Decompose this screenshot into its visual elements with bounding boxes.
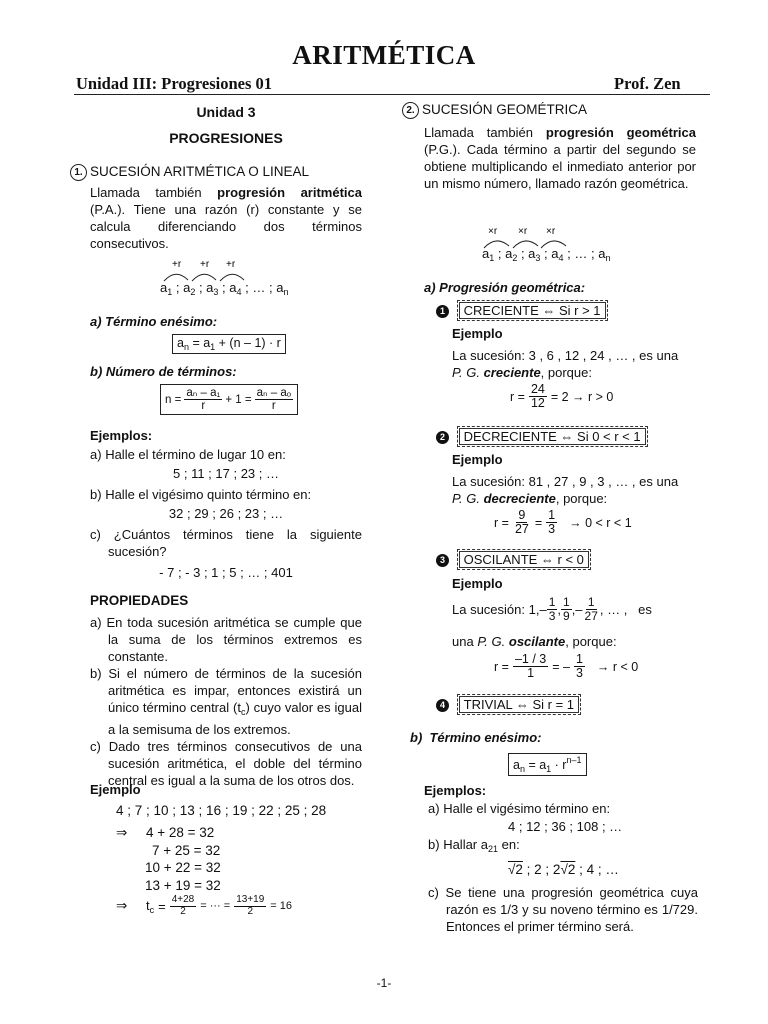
gtf-exp: n–1 (566, 755, 582, 765)
tc-arrow: ⇒ (116, 898, 128, 913)
s1-count-formula (160, 384, 298, 415)
geometric-sequence (482, 246, 610, 263)
case-1-box: CRECIENTE ⇔ Si r > 1 (457, 300, 608, 321)
gex-b-letter: b) (428, 837, 440, 852)
s2-examples (428, 800, 698, 935)
props-example-label: Ejemplo (90, 782, 141, 797)
arithmetic-sequence (160, 280, 288, 297)
s1-intro-bold: progresión aritmética (217, 185, 362, 200)
c3f-den: 1 (527, 666, 535, 681)
s1-intro-pre: Llamada también (90, 185, 218, 200)
c3-post: , … , es (599, 601, 652, 617)
tc-result: = 16 (270, 900, 293, 912)
case-2-example-text (452, 473, 700, 507)
sum-4: 13 + 19 = 32 (145, 877, 221, 893)
case-3-line2 (452, 633, 617, 650)
cf-f2-num: aₙ – aₒ (256, 387, 292, 399)
c3-line2-pre: una (452, 634, 478, 649)
gex-b-mid: ; 2 ; 2 (522, 862, 561, 877)
ex-c-letter: c) (90, 527, 101, 542)
seq-a3: ; a (195, 280, 214, 295)
arc-label-3: +r (226, 259, 236, 270)
c3-f2-den: 9 (563, 608, 570, 623)
s2-examples-label: Ejemplos: (424, 783, 487, 798)
s1-example-a (90, 446, 362, 463)
ex-a-text: Halle el término de lugar 10 en: (105, 447, 286, 462)
case-1-formula (510, 383, 613, 410)
s1-term-formula (172, 334, 286, 354)
c2f-den2: 3 (548, 522, 556, 537)
case-trivial (436, 694, 581, 715)
c2f-num2: 1 (548, 508, 556, 522)
seq-a4: ; a (218, 280, 237, 295)
prop-b-post: ) cuyo valor es igual a la semisuma de los extremos. (108, 700, 362, 737)
s2-term-formula (508, 753, 587, 776)
c3-f3-den: 27 (584, 608, 598, 623)
gex-b-end: ; 4 ; … (575, 862, 619, 877)
garc-label-3: ×r (546, 226, 556, 237)
gtf-r: · r (551, 758, 567, 772)
gex-b-sub: 21 (487, 844, 498, 854)
case-4-bullet: 4 (436, 699, 449, 712)
c3f-rhs: → r < 0 (596, 659, 639, 674)
prop-a-text: En toda sucesión aritmética se cumple que la suma de los términos extremos es constante. (106, 615, 362, 664)
gseq-sub-3: 3 (535, 253, 541, 263)
case-3-kind: oscilante (508, 634, 566, 649)
s1-example-a-seq: 5 ; 11 ; 17 ; 23 ; … (173, 466, 279, 481)
arc-label-1: +r (172, 259, 182, 270)
s2-intro-pre: Llamada también (424, 125, 546, 140)
case-1-kind: creciente (483, 365, 541, 380)
cf-lhs: n = (165, 393, 182, 406)
case-2-line1: La sucesión: 81 , 27 , 9 , 3 , … , es una (452, 474, 679, 489)
case-1-example-text (452, 347, 700, 381)
c2f-den: 27 (514, 522, 529, 537)
sum-2: 7 + 25 = 32 (152, 842, 221, 858)
c2f-num: 9 (518, 508, 526, 522)
case-2-example-label: Ejemplo (452, 452, 503, 467)
c1f-rhs: = 2 → r > 0 (550, 389, 614, 404)
tc-f1-den: 2 (180, 905, 186, 917)
s2-example-a-seq: 4 ; 12 ; 36 ; 108 ; … (508, 819, 623, 834)
gtf-sub-n: n (519, 764, 525, 774)
s1-examples-label: Ejemplos: (90, 428, 153, 443)
gex-b-text2: en: (498, 837, 520, 852)
prop-b-tc-sub: c (240, 707, 246, 717)
case-3-porque: , porque: (565, 634, 617, 649)
arc-label-2: +r (200, 259, 210, 270)
gseq-sub-2: 2 (512, 253, 518, 263)
case-3-box: OSCILANTE ⇔ r < 0 (457, 549, 591, 570)
seq-an: ; … ; a (241, 280, 284, 295)
s2-intro (424, 124, 696, 192)
s1-heading (70, 164, 309, 181)
gseq-a2: ; a (494, 246, 513, 261)
s1-intro (90, 184, 362, 252)
sums-arrow: ⇒ (116, 825, 128, 840)
case-3-pg: P. G. (477, 634, 506, 649)
prop-a-letter: a) (90, 615, 102, 630)
unit-heading: Unidad 3 (196, 104, 256, 120)
c3f-lhs: r = (494, 659, 509, 674)
case-1-porque: , porque: (540, 365, 592, 380)
unit-subtitle: Unidad III: Progresiones 01 (76, 74, 273, 93)
gex-b-root2: √2 (560, 862, 576, 877)
c3f-num: –1 / 3 (514, 652, 547, 666)
gex-a-text: Halle el vigésimo término en: (443, 801, 611, 816)
seq-sub-3: 3 (213, 287, 219, 297)
c3-f2-num: 1 (563, 595, 570, 609)
tf-a1: = a (188, 336, 211, 350)
garc-label-1: ×r (488, 226, 498, 237)
seq-sub-n: n (283, 287, 289, 297)
ex-c-text: ¿Cuántos términos tiene la siguiente sucesión? (108, 527, 362, 559)
seq-a2: ; a (172, 280, 191, 295)
gseq-a4: ; a (540, 246, 559, 261)
s2-intro-bold: progresión geométrica (545, 125, 697, 140)
gex-b-root1: √2 (508, 862, 523, 877)
case-creciente (436, 300, 608, 321)
c2f-lhs: r = (494, 515, 509, 530)
case-4-box: TRIVIAL ⇔ Si r = 1 (457, 694, 581, 715)
c3-f1-den: 3 (548, 608, 556, 623)
sum-1: 4 + 28 = 32 (146, 825, 215, 840)
cf-f1-den: r (201, 400, 206, 413)
s2-example-b (428, 836, 698, 858)
section-heading: PROGRESIONES (169, 130, 283, 146)
tc-lhs-sub: c (149, 904, 155, 915)
tf-rest: + (n – 1) · r (215, 336, 281, 350)
s2-number: 2. (402, 102, 419, 119)
s1-number: 1. (70, 164, 87, 181)
prop-c-letter: c) (90, 739, 101, 754)
c3-f1-num: 1 (548, 595, 556, 609)
prop-a (90, 614, 362, 665)
c1f-lhs: r = (510, 389, 525, 404)
case-1-pg: P. G. (452, 365, 480, 380)
case-3-formula (494, 653, 638, 680)
gseq-an: ; … ; a (563, 246, 606, 261)
tf-sub-1: 1 (210, 342, 216, 352)
cf-f1-num: aₙ – a₁ (186, 387, 221, 399)
case-2-pg: P. G. (452, 491, 480, 506)
s2-term-label: b) Término enésimo: (410, 730, 542, 745)
s2-intro-post: (P.G.). Cada término a partir del segundo se obtiene multiplicando el inmediato anterior por un mismo número, llamado razón geométrica. (424, 142, 696, 191)
s2-pg-label: a) Progresión geométrica: (424, 280, 586, 295)
props-sums (116, 824, 221, 894)
c1f-num: 24 (530, 382, 545, 396)
s2-example-b-seq (428, 861, 698, 878)
tc-f1-num: 4+28 (171, 894, 195, 905)
case-oscilante (436, 549, 591, 570)
gseq-a: a (482, 246, 490, 261)
prop-c-text: Dado tres términos consecutivos de una sucesión aritmética, el doble del término central es igual a la suma de los otros dos. (108, 739, 362, 788)
c1f-den: 12 (530, 396, 545, 411)
garc-label-2: ×r (518, 226, 528, 237)
ex-b-text: Halle el vigésimo quinto término en: (105, 487, 312, 502)
c3-f3-num: 1 (587, 595, 595, 609)
s1-count-label: b) Número de términos: (90, 364, 237, 379)
s2-example-c (428, 884, 698, 935)
tf-a: a (177, 336, 184, 350)
c2f-eq: = (534, 515, 543, 530)
s1-term-label: a) Término enésimo: (90, 314, 218, 329)
case-3-example-label: Ejemplo (452, 576, 503, 591)
cf-mid: + 1 = (225, 393, 252, 406)
gtf-a1: = a (524, 758, 547, 772)
s1-example-b (90, 486, 362, 503)
sum-3: 10 + 22 = 32 (145, 860, 221, 875)
s1-example-c (90, 526, 362, 560)
tc-lhs: t (146, 897, 150, 913)
gseq-sub-n: n (605, 253, 611, 263)
props-list (90, 614, 362, 789)
c3f-den2: 3 (575, 666, 583, 681)
gex-a-letter: a) (428, 801, 440, 816)
page-title: ARITMÉTICA (292, 40, 476, 70)
case-1-line1: La sucesión: 3 , 6 , 12 , 24 , … , es una (452, 348, 679, 363)
s1-examples (90, 446, 362, 581)
seq-a: a (160, 280, 168, 295)
gtf-a: a (513, 758, 520, 772)
gseq-sub-1: 1 (489, 253, 495, 263)
tc-equation (116, 895, 292, 917)
gex-c-letter: c) (428, 885, 439, 900)
s1-intro-post: (P.A.). Tiene una razón (r) constante y se calcula diferenciando dos términos consecutivos. (90, 202, 362, 251)
tf-sub-n: n (183, 342, 189, 352)
c3f-num2: 1 (575, 652, 583, 666)
s2-heading (402, 102, 587, 119)
author-name: Prof. Zen (614, 74, 681, 93)
gseq-sub-4: 4 (558, 253, 564, 263)
gseq-a3: ; a (517, 246, 536, 261)
case-1-example-label: Ejemplo (452, 326, 503, 341)
case-3-bullet: 3 (436, 554, 449, 567)
s2-title: SUCESIÓN GEOMÉTRICA (422, 102, 588, 118)
tc-f2-den: 2 (247, 905, 254, 917)
tc-f2-num: 13+19 (236, 894, 265, 905)
tc-mid: = ··· = (200, 900, 231, 912)
props-heading: PROPIEDADES (90, 593, 189, 608)
prop-b-pre: Si el número de términos de la sucesión aritmética es impar, entonces existirá un único término central ( (108, 666, 362, 715)
s1-example-b-seq: 32 ; 29 ; 26 ; 23 ; … (168, 506, 284, 521)
page-number: -1- (376, 976, 392, 990)
s1-title: SUCESIÓN ARITMÉTICA O LINEAL (90, 164, 310, 180)
s2-example-a (428, 800, 698, 817)
case-3-line1: La sucesión: 1,– $\frac{1}{3}$ , $\frac{1}{9}$ ,– $\frac{1}{27}$ , … , es (452, 595, 652, 623)
case-2-porque: , porque: (555, 491, 608, 506)
seq-sub-1: 1 (167, 287, 173, 297)
gex-b-text: Hallar a (443, 837, 488, 852)
c3-pre: La sucesión: 1,– (452, 601, 547, 617)
tc-eq: = (158, 898, 166, 914)
header-rule (74, 94, 710, 95)
case-decreciente (436, 426, 648, 447)
c2f-rhs: → 0 < r < 1 (569, 515, 632, 530)
prop-b-tc: t (237, 700, 241, 715)
gtf-sub-1: 1 (546, 764, 552, 774)
ex-b-letter: b) (90, 487, 102, 502)
seq-sub-2: 2 (190, 287, 196, 297)
prop-b-letter: b) (90, 666, 102, 681)
case-2-kind: decreciente (483, 491, 556, 506)
prop-b (90, 665, 362, 738)
cf-f2-den: r (271, 400, 276, 413)
ex-a-letter: a) (90, 447, 102, 462)
props-example-seq: 4 ; 7 ; 10 ; 13 ; 16 ; 19 ; 22 ; 25 ; 28 (116, 803, 327, 818)
seq-sub-4: 4 (236, 287, 242, 297)
case-2-formula (494, 509, 632, 536)
gex-c-text: Se tiene una progresión geométrica cuya razón es 1/3 y su noveno término es 1/729. Entonces el primer término será. (445, 885, 698, 934)
case-2-bullet: 2 (436, 431, 449, 444)
c3f-eq: = – (552, 659, 570, 674)
s1-example-c-seq: - 7 ; - 3 ; 1 ; 5 ; … ; 401 (159, 565, 293, 580)
case-2-box: DECRECIENTE ⇔ Si 0 < r < 1 (457, 426, 648, 447)
case-1-bullet: 1 (436, 305, 449, 318)
